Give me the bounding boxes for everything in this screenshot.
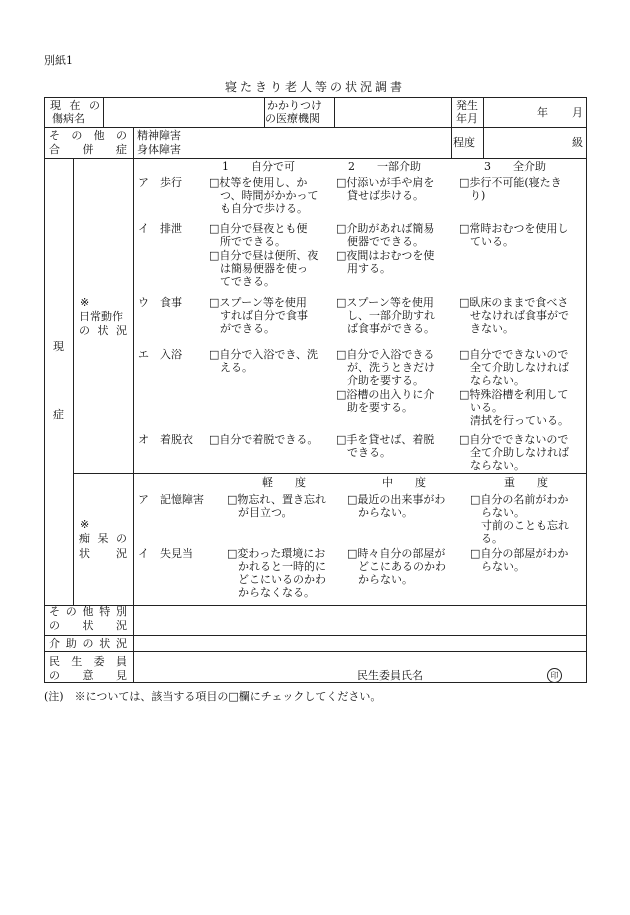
option-text[interactable]: □自分で入浴でき、洗 — [209, 348, 318, 361]
dementia-item-disorientation: イ 失見当 — [138, 547, 193, 560]
physical-disorder-label: 身体障害 — [137, 143, 181, 156]
adl-level-1: 1 自分で可 — [222, 160, 295, 173]
option-text[interactable]: □自分で昼は便所、夜 — [209, 249, 319, 262]
other-disease-label-2: 合併症 — [49, 143, 127, 156]
doctor-label-1: かかりつけ — [267, 99, 322, 112]
option-text: 寸前のことも忘れ — [470, 519, 569, 532]
option-text: 全て介助しなければ — [459, 361, 569, 374]
option-text[interactable]: □自分で昼夜とも便 — [209, 222, 308, 235]
commissioner-label-1: 民生委員 — [49, 655, 127, 668]
option-text[interactable]: □自分で着脱できる。 — [209, 433, 319, 446]
option-text[interactable]: □浴槽の出入りに介 — [336, 388, 435, 401]
option-text: 便器でできる。 — [336, 235, 424, 248]
adl-item-eating: ウ 食事 — [138, 296, 182, 309]
option-text: が目立つ。 — [227, 506, 293, 519]
option-text: し、一部介助すれ — [336, 309, 435, 322]
option-text: つ、時間がかかって — [209, 189, 319, 202]
option-text: ている。 — [459, 235, 514, 248]
birth-month-unit: 月 — [572, 106, 583, 119]
option-text: かれると一時的に — [227, 560, 326, 573]
option-text: 貸せば歩ける。 — [336, 189, 424, 202]
option-text[interactable]: □臥床のままで食べさ — [459, 296, 569, 309]
option-text[interactable]: □手を貸せば、着脱 — [336, 433, 435, 446]
option-text: どこにあるのかわ — [347, 560, 446, 573]
adl-mark: ※ — [80, 296, 90, 309]
grade-unit: 級 — [572, 136, 583, 149]
commissioner-label-2: の意見 — [49, 669, 127, 682]
care-status-label: 介助の状況 — [49, 637, 127, 650]
option-text: 所でできる。 — [209, 235, 286, 248]
option-text[interactable]: □最近の出来事がわ — [347, 493, 446, 506]
option-text[interactable]: □夜間はおむつを使 — [336, 249, 435, 262]
dementia-level-mild: 軽 度 — [262, 476, 306, 489]
option-text[interactable]: □自分でできないので — [459, 433, 569, 446]
adl-label-1: 日常動作 — [79, 310, 123, 323]
other-special-label-1: その他特別 — [49, 605, 127, 618]
option-text: からない。 — [347, 573, 413, 586]
mental-disorder-label: 精神障害 — [137, 129, 181, 142]
option-text: 全て介助しなければ — [459, 446, 569, 459]
option-text[interactable]: □物忘れ、置き忘れ — [227, 493, 327, 506]
adl-item-bathing: エ 入浴 — [138, 348, 182, 361]
birth-label-1: 発生 — [456, 99, 478, 112]
dementia-label-1: 痴呆の — [79, 532, 127, 545]
current-symptoms-label-2: 症 — [53, 408, 64, 421]
option-text[interactable]: □自分の部屋がわか — [470, 547, 569, 560]
adl-level-3: 3 全介助 — [484, 160, 546, 173]
option-text[interactable]: □変わった環境にお — [227, 547, 326, 560]
option-text: ならない。 — [459, 374, 525, 387]
option-text: らない。 — [470, 506, 525, 519]
option-text: る。 — [470, 532, 503, 545]
option-text: きない。 — [459, 322, 514, 335]
footnote: (注) ※については、該当する項目の□欄にチェックしてください。 — [44, 690, 382, 703]
option-text[interactable]: □スプーン等を使用 — [336, 296, 434, 309]
option-text: える。 — [209, 361, 253, 374]
doctor-label-2: の医療機関 — [265, 112, 320, 125]
option-text: からなくなる。 — [227, 586, 315, 599]
dementia-level-moderate: 中 度 — [382, 476, 426, 489]
option-text[interactable]: □自分の名前がわか — [470, 493, 569, 506]
option-text: は簡易便器を使っ — [209, 262, 308, 275]
option-text: ば食事ができる。 — [336, 322, 435, 335]
dementia-level-severe: 重 度 — [504, 476, 548, 489]
option-text: ができる。 — [209, 322, 275, 335]
disease-label-1: 現在の — [50, 99, 100, 112]
option-text: できる。 — [336, 446, 391, 459]
seal-mark: 印 — [547, 668, 562, 683]
birth-year-unit: 年 — [537, 106, 548, 119]
document-reference: 別紙1 — [44, 54, 73, 67]
dementia-label-2: 状況 — [79, 547, 127, 560]
adl-item-walking: ア 歩行 — [138, 176, 182, 189]
option-text: 介助を要する。 — [336, 374, 424, 387]
dementia-item-memory: ア 記憶障害 — [138, 493, 204, 506]
option-text: も自分で歩ける。 — [209, 202, 308, 215]
option-text[interactable]: □歩行不可能(寝たき — [459, 176, 562, 189]
option-text[interactable]: □自分で入浴できる — [336, 348, 435, 361]
current-symptoms-label-1: 現 — [53, 340, 64, 353]
degree-label: 程度 — [453, 136, 475, 149]
disease-label-2: 傷病名 — [52, 112, 85, 125]
option-text: どこにいるのかわ — [227, 573, 326, 586]
adl-level-2: 2 一部介助 — [348, 160, 421, 173]
option-text[interactable]: □時々自分の部屋が — [347, 547, 446, 560]
option-text[interactable]: □自分でできないので — [459, 348, 569, 361]
adl-label-2: の状況 — [79, 324, 127, 337]
adl-item-excretion: イ 排泄 — [138, 222, 182, 235]
option-text: らない。 — [470, 560, 525, 573]
option-text: り) — [459, 189, 486, 202]
dementia-mark: ※ — [80, 518, 90, 531]
option-text[interactable]: □常時おむつを使用し — [459, 222, 569, 235]
option-text: が、洗うときだけ — [336, 361, 435, 374]
option-text: てできる。 — [209, 275, 275, 288]
document-title: 寝たきり老人等の状況調書 — [224, 80, 405, 94]
option-text: 用する。 — [336, 262, 391, 275]
option-text[interactable]: □特殊浴槽を利用して — [459, 388, 569, 401]
option-text: ならない。 — [459, 459, 525, 472]
option-text: からない。 — [347, 506, 413, 519]
other-disease-label-1: その他の — [49, 129, 127, 142]
adl-item-dressing: オ 着脱衣 — [138, 433, 193, 446]
option-text[interactable]: □スプーン等を使用 — [209, 296, 307, 309]
option-text[interactable]: □介助があれば簡易 — [336, 222, 435, 235]
option-text: すれば自分で食事 — [209, 309, 308, 322]
birth-label-2: 年月 — [456, 112, 478, 125]
commissioner-name-label: 民生委員氏名 — [357, 669, 423, 682]
option-text: せなければ食事がで — [459, 309, 569, 322]
option-text: 清拭を行っている。 — [459, 414, 569, 427]
option-text[interactable]: □杖等を使用し、か — [209, 176, 308, 189]
other-special-label-2: の状況 — [49, 619, 127, 632]
option-text: 助を要する。 — [336, 401, 413, 414]
option-text: いる。 — [459, 401, 503, 414]
option-text[interactable]: □付添いが手や肩を — [336, 176, 435, 189]
